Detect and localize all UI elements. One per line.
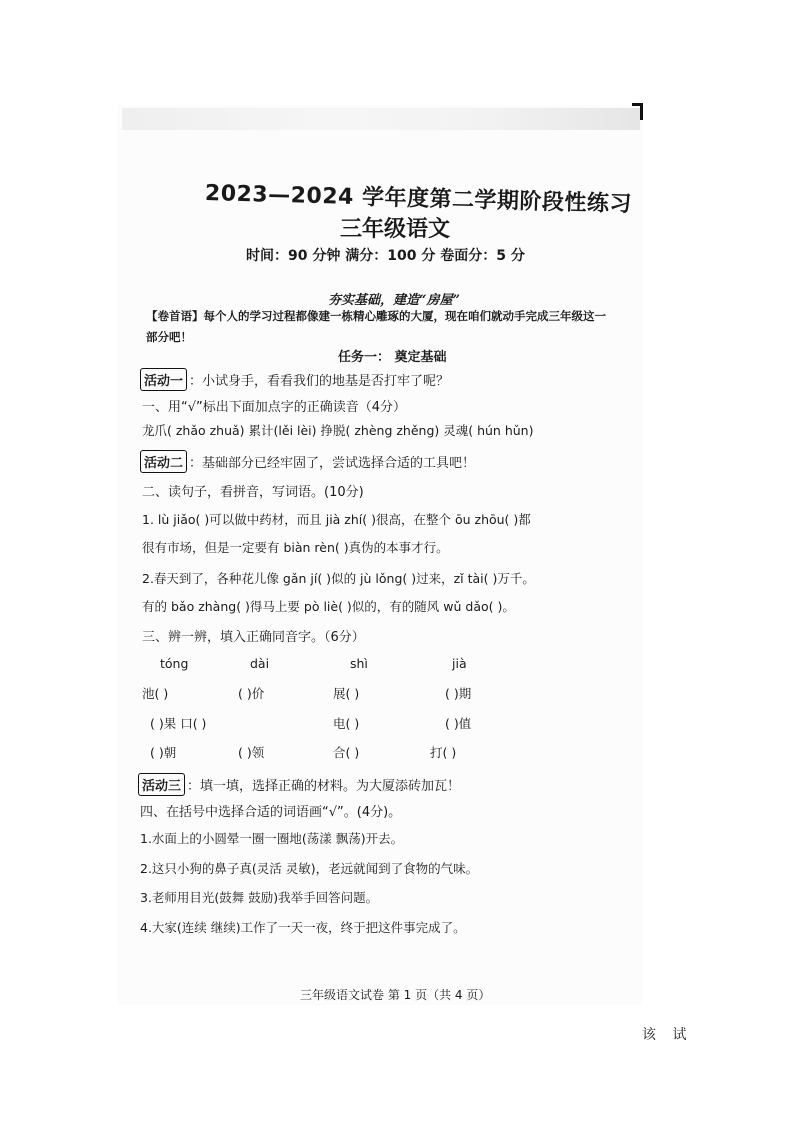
question-4-item: 4.大家(连续 继续)工作了一天一夜，终于把这件事完成了。 — [140, 920, 466, 935]
homophone-cell: ( )果 口( ) — [150, 716, 207, 731]
activity-one-badge: 活动一 — [140, 368, 187, 391]
homophone-cell: 打( ) — [430, 745, 457, 760]
homophone-cell: ( )朝 — [150, 745, 177, 760]
question-3-heading: 三、辨一辨，填入正确同音字。（6分） — [142, 630, 365, 645]
activity-one-text: ：小试身手，看看我们的地基是否打牢了呢？ — [189, 374, 450, 389]
exam-meta: 时间：90 分钟 满分：100 分 卷面分：5 分 — [246, 248, 525, 264]
scan-edge-shadow — [122, 108, 640, 130]
homophone-cell: 池( ) — [142, 686, 169, 701]
homophone-cell: ( )值 — [445, 716, 472, 731]
question-1-heading: 一、用“√”标出下面加点字的正确读音（4分） — [142, 400, 407, 415]
activity-three-badge: 活动三 — [138, 773, 185, 796]
question-2-sentence-2b: 有的 bǎo zhàng( )得马上要 pò liè( )似的，有的随风 wǔ dǎo( )。 — [142, 599, 515, 614]
pinyin-dai: dài — [250, 656, 270, 671]
question-2-sentence-1b: 很有市场，但是一定要有 biàn rèn( )真伪的本事才行。 — [142, 540, 449, 555]
question-2-heading: 二、读句子，看拼音，写词语。(10分) — [142, 485, 364, 500]
question-1-line: 龙爪( zhǎo zhuǎ) 累计(lěi lèi) 挣脱( zhèng zhěng) 灵魂( hún hǔn) — [142, 423, 534, 438]
preface: 【卷首语】每个人的学习过程都像建一栋精心雕琢的大厦，现在咱们就动手完成三年级这一部分吧！ — [146, 309, 606, 344]
homophone-cell: 电( ) — [333, 716, 360, 731]
question-4-item: 1.水面上的小圆晕一圈一圈地(荡漾 飘荡)开去。 — [140, 831, 404, 846]
stray-text: 该 试 — [642, 1027, 693, 1043]
task-title: 任务一： 奠定基础 — [338, 350, 447, 365]
question-2-sentence-2a: 2.春天到了，各种花儿像 gǎn jí( )似的 jù lǒng( )过来，zǐ tài( )万千。 — [142, 571, 535, 586]
question-2-sentence-1a: 1. lù jiǎo( )可以做中药材，而且 jià zhí( )很高，在整个 ōu zhōu( )都 — [142, 512, 531, 527]
exam-title: 2023—2024 学年度第二学期阶段性练习 — [204, 181, 633, 218]
question-4-item: 3.老师用目光(鼓舞 鼓励)我举手回答问题。 — [140, 890, 379, 905]
section-title: 夯实基础，建造“房屋” — [328, 293, 460, 308]
activity-two-text: ：基础部分已经牢固了，尝试选择合适的工具吧！ — [189, 456, 476, 471]
question-4-heading: 四、在括号中选择合适的词语画“√”。(4分)。 — [140, 805, 402, 820]
homophone-cell: ( )领 — [238, 745, 265, 760]
activity-three — [138, 773, 460, 796]
activity-three-text: ：填一填，选择正确的材料。为大厦添砖加瓦！ — [187, 779, 461, 794]
question-4-item: 2.这只小狗的鼻子真(灵活 灵敏)，老远就闻到了食物的气味。 — [140, 861, 479, 876]
pinyin-jia: jià — [452, 656, 467, 671]
corner-mark — [632, 103, 643, 120]
activity-one — [140, 368, 449, 391]
pinyin-shi: shì — [350, 656, 368, 671]
homophone-cell: ( )价 — [238, 686, 265, 701]
page-footer: 三年级语文试卷 第 1 页（共 4 页） — [300, 988, 491, 1002]
homophone-cell: 合( ) — [333, 745, 360, 760]
homophone-cell: ( )期 — [445, 686, 472, 701]
homophone-cell: 展( ) — [333, 686, 360, 701]
pinyin-tong: tóng — [160, 656, 189, 671]
exam-subtitle: 三年级语文 — [340, 217, 451, 242]
activity-two-badge: 活动二 — [140, 450, 187, 473]
activity-two — [140, 450, 475, 473]
